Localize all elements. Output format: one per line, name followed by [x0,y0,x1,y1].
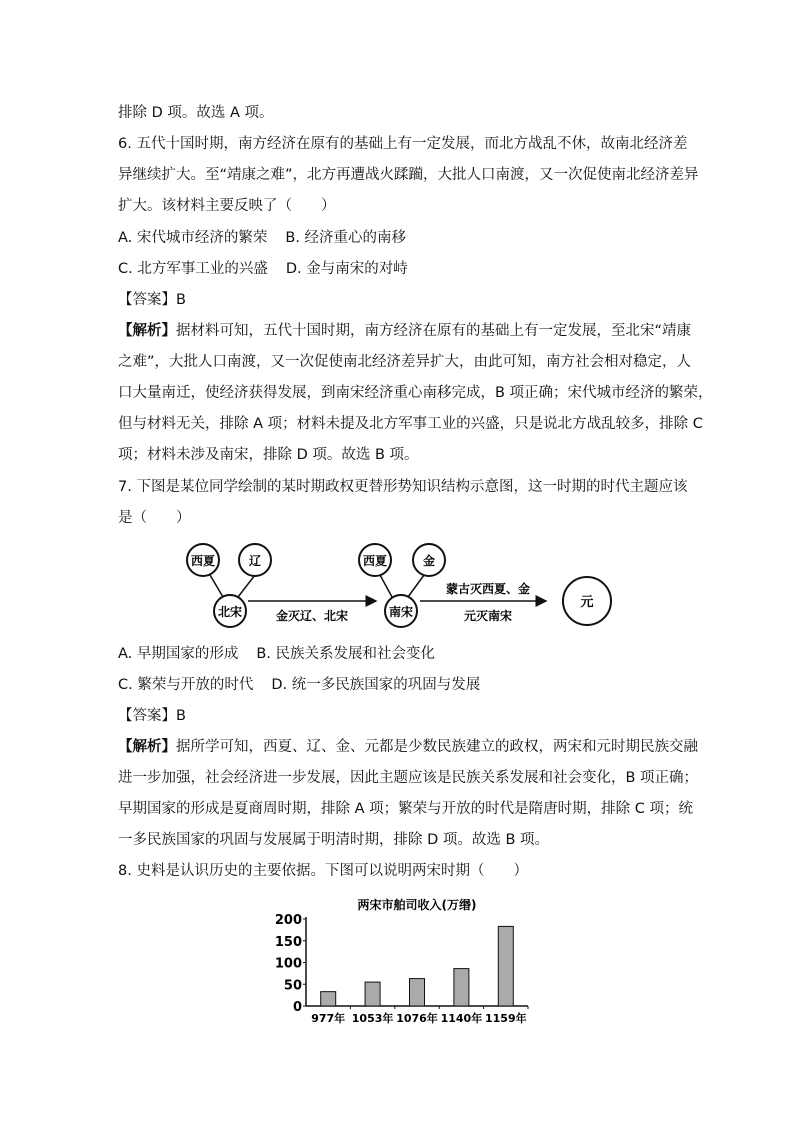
text-line: 排除 D 项。故选 A 项。 [118,105,274,121]
question-6-analysis-line-4: 但与材料无关，排除 A 项；材料未提及北方军事工业的兴盛，只是说北方战乱较多，排除 C [118,416,703,432]
y-tick-label: 0 [292,1000,302,1015]
question-6-stem-line-1: 6. 五代十国时期，南方经济在原有的基础上有一定发展，而北方战乱不休，故南北经济差 [118,136,688,152]
question-7-analysis-line-4: 一多民族国家的巩固与发展属于明清时期，排除 D 项。故选 B 项。 [118,832,550,848]
arrow-1-label: 金灭辽、北宋 [275,609,349,623]
regime-change-diagram [170,535,620,635]
x-tick-label: 1159年 [484,1012,527,1025]
x-tick-label: 977年 [311,1012,346,1025]
chart-x-tick-labels [311,1011,526,1025]
question-6-analysis-line-2: 之难”，大批人口南渡，又一次促使南北经济差异扩大，由此可知，南方社会相对稳定，人 [118,354,692,370]
bar [454,969,469,1006]
connector-line [380,575,392,597]
analysis-label: 【解析】 [118,739,176,755]
option-c: C. 北方军事工业的兴盛 [118,261,268,277]
arrow-2-label-top: 蒙古灭西夏、金 [445,582,531,596]
question-6-analysis-line-5: 项；材料未涉及南宋，排除 D 项。故选 B 项。 [118,447,419,463]
question-8-stem: 8. 史料是认识历史的主要依据。下图可以说明两宋时期（ ） [118,863,528,879]
question-6-options-row-1 [118,228,406,248]
x-tick-label: 1053年 [351,1012,394,1025]
question-6-answer: 【答案】B [118,292,186,308]
question-7-answer: 【答案】B [118,708,186,724]
question-7-options-row-1 [118,644,435,664]
question-7-analysis-line-3: 早期国家的形成是夏商周时期，排除 A 项；繁荣与开放的时代是隋唐时期，排除 C 项；统 [118,801,693,817]
question-6-options-row-2 [118,259,408,279]
question-7-analysis-line-1 [118,737,698,757]
x-tick-label: 1140年 [440,1012,483,1025]
y-tick-label: 50 [283,978,302,994]
bar [410,979,425,1006]
bar [365,982,380,1006]
question-6-stem-line-2: 异继续扩大。至“靖康之难”，北方再遭战火蹂躏，大批人口南渡，又一次促使南北经济差异 [118,167,699,183]
question-7-stem-line-1: 7. 下图是某位同学绘制的某时期政权更替形势知识结构示意图，这一时期的时代主题应该 [118,479,688,495]
option-d: D. 统一多民族国家的巩固与发展 [271,677,481,693]
analysis-text: 据材料可知，五代十国时期，南方经济在原有的基础上有一定发展，至北宋“靖康 [176,323,692,339]
node-yuan-label: 元 [580,595,594,610]
question-7-options-row-2 [118,675,480,695]
arrow-2-label-bottom: 元灭南宋 [463,609,513,623]
analysis-text: 据所学可知，西夏、辽、金、元都是少数民族建立的政权，两宋和元时期民族交融 [176,739,698,755]
node-xixia-label: 西夏 [190,554,216,568]
x-tick-label: 1076年 [396,1012,438,1025]
connector-line [238,575,255,597]
node-beisong-label: 北宋 [217,605,243,619]
option-a: A. 早期国家的形成 [118,646,239,662]
option-b: B. 民族关系发展和社会变化 [256,646,436,662]
connector-line [408,575,424,597]
option-c: C. 繁荣与开放的时代 [118,677,254,693]
chart-y-tick-labels [275,913,302,1015]
y-tick-label: 100 [274,956,302,972]
bar-chart [274,890,540,1030]
bar [321,992,336,1006]
option-b: B. 经济重心的南移 [285,230,407,246]
question-7-analysis-line-2: 进一步加强，社会经济进一步发展，因此主题应该是民族关系发展和社会变化，B 项正确； [118,770,699,786]
question-6-analysis-line-3: 口大量南迁，使经济获得发展，到南宋经济重心南移完成，B 项正确；宋代城市经济的繁荣， [118,385,713,401]
node-xixia-2-label: 西夏 [362,554,388,568]
y-tick-label: 150 [274,934,302,950]
node-liao-label: 辽 [248,554,262,568]
analysis-label: 【解析】 [118,323,176,339]
bar [498,926,513,1006]
node-nansong-label: 南宋 [388,605,414,619]
option-d: D. 金与南宋的对峙 [285,261,408,277]
question-6-analysis-line-1 [118,321,691,341]
y-tick-label: 200 [274,913,302,928]
chart-title: 两宋市舶司收入(万缗) [357,898,477,912]
question-6-stem-line-3: 扩大。该材料主要反映了（ ） [118,198,336,214]
option-a: A. 宋代城市经济的繁荣 [118,230,268,246]
connector-line [210,575,223,597]
node-jin-label: 金 [422,554,436,568]
chart-bars [321,926,514,1006]
question-7-stem-line-2: 是（ ） [118,510,191,526]
